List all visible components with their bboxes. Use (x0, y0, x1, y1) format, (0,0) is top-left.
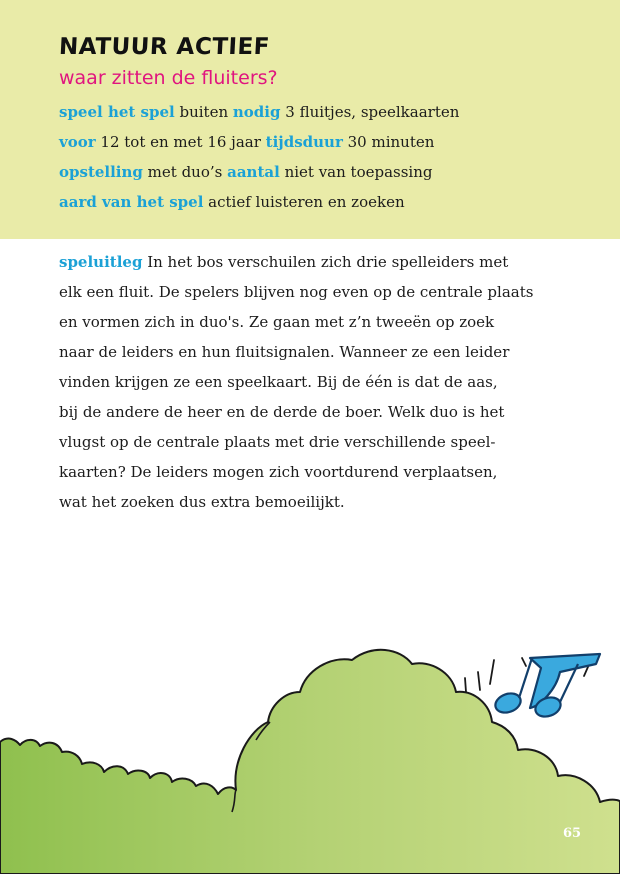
description-line: vinden krijgen ze een speelkaart. Bij de één is dat de aas, (59, 373, 498, 391)
meta-key-count: aantal (227, 163, 280, 181)
meta-line-play (59, 103, 459, 121)
description-label: speluitleg (59, 253, 143, 271)
meta-key-play-location: speel het spel (59, 103, 175, 121)
meta-key-type: aard van het spel (59, 193, 204, 211)
meta-line-age (59, 133, 434, 151)
meta-value-play-location: buiten (174, 103, 233, 121)
meta-key-for: voor (59, 133, 96, 151)
meta-value-duration: 30 minuten (342, 133, 435, 151)
description-line: kaarten? De leiders mogen zich voortdurend verplaatsen, (59, 463, 498, 481)
meta-line-type (59, 193, 405, 211)
meta-key-needed: nodig (232, 103, 281, 121)
description-line: naar de leiders en hun fluitsignalen. Wanneer ze een leider (59, 343, 510, 361)
meta-value-needed: 3 fluitjes, speelkaarten (280, 103, 460, 121)
page-title: NATUUR ACTIEF (58, 34, 271, 60)
description-line (59, 253, 508, 271)
description-line: wat het zoeken dus extra bemoeilijkt. (59, 493, 345, 511)
game-subtitle: waar zitten de fluiters? (59, 67, 278, 89)
bush-illustration (0, 600, 620, 874)
description-line: bij de andere de heer en de derde de boer. Welk duo is het (59, 403, 505, 421)
header-panel (0, 0, 620, 239)
meta-value-setup: met duo’s (142, 163, 228, 181)
meta-line-setup (59, 163, 433, 181)
bush-foliage (0, 650, 620, 874)
meta-value-count: niet van toepassing (279, 163, 433, 181)
meta-key-setup: opstelling (59, 163, 143, 181)
description-line: elk een fluit. De spelers blijven nog even op de centrale plaats (59, 283, 534, 301)
meta-value-type: actief luisteren en zoeken (203, 193, 405, 211)
meta-key-duration: tijdsduur (265, 133, 343, 151)
description-line: en vormen zich in duo's. Ze gaan met z’n tweeën op zoek (59, 313, 495, 331)
music-note-icon (493, 654, 600, 720)
description-text: In het bos verschuilen zich drie spelleiders met (142, 253, 509, 271)
meta-value-for: 12 tot en met 16 jaar (95, 133, 266, 151)
description-line: vlugst op de centrale plaats met drie verschillende speel- (59, 433, 496, 451)
page-number: 65 (563, 826, 582, 841)
